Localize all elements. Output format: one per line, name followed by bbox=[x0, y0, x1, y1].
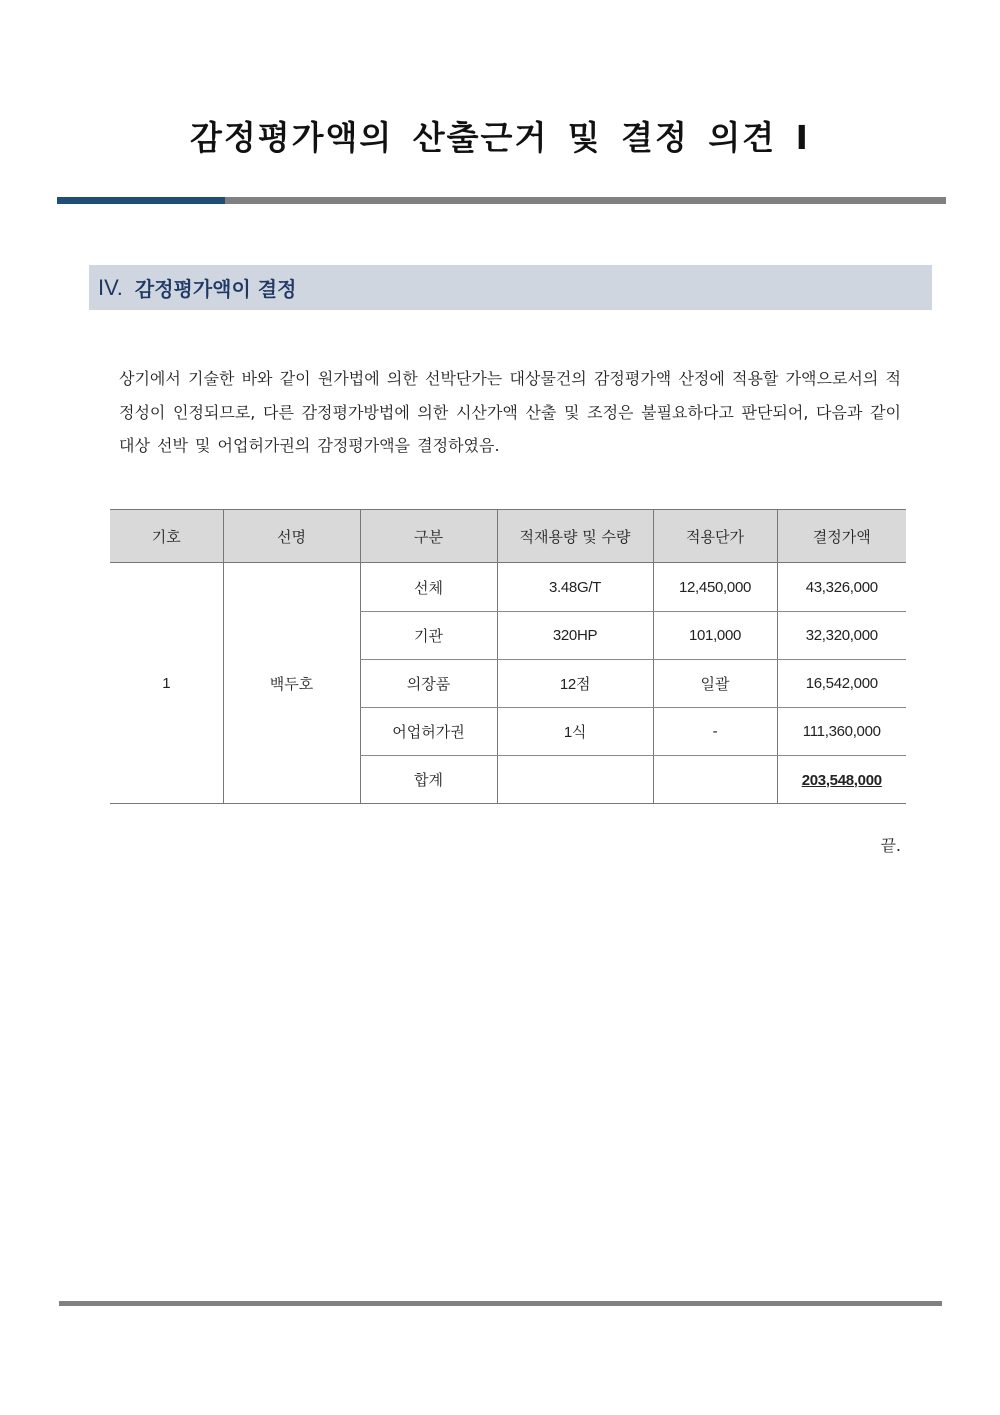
title-divider bbox=[57, 197, 946, 204]
category-cell: 의장품 bbox=[360, 660, 497, 708]
amount-cell: 43,326,000 bbox=[777, 563, 906, 612]
body-paragraph: 상기에서 기술한 바와 같이 원가법에 의한 선박단가는 대상물건의 감정평가액 산정에 적용할 가액으로서의 적정성이 인정되므로, 다른 감정평가방법에 의한 시산가액 산출 및 조정은 불필요하다고 판단되어, 다음과 같이 대상 선박 및 어업허가권의 감정평가액을 결정하였음. bbox=[119, 369, 901, 455]
amount-cell: 111,360,000 bbox=[777, 708, 906, 756]
header-cell: 적재용량 및 수량 bbox=[497, 510, 653, 563]
ship-name-cell: 백두호 bbox=[223, 563, 360, 804]
unit-price-cell: 일괄 bbox=[653, 660, 777, 708]
unit-price-cell: 12,450,000 bbox=[653, 563, 777, 612]
header-cell: 적용단가 bbox=[653, 510, 777, 563]
capacity-cell: 320HP bbox=[497, 612, 653, 660]
section-number: IV. bbox=[98, 274, 123, 300]
total-unit-price-cell bbox=[653, 756, 777, 804]
amount-cell: 16,542,000 bbox=[777, 660, 906, 708]
section-header bbox=[89, 265, 932, 310]
total-capacity-cell bbox=[497, 756, 653, 804]
total-amount-cell bbox=[777, 756, 906, 804]
section-title: 감정평가액이 결정 bbox=[134, 277, 297, 301]
category-cell: 선체 bbox=[360, 563, 497, 612]
table-header-row bbox=[110, 510, 906, 563]
capacity-cell: 3.48G/T bbox=[497, 563, 653, 612]
capacity-cell: 12점 bbox=[497, 660, 653, 708]
category-cell: 어업허가권 bbox=[360, 708, 497, 756]
symbol-cell: 1 bbox=[110, 563, 223, 804]
unit-price-cell: 101,000 bbox=[653, 612, 777, 660]
header-cell: 결정가액 bbox=[777, 510, 906, 563]
page-title: 감정평가액의 산출근거 및 결정 의견 I bbox=[190, 118, 810, 157]
amount-cell: 32,320,000 bbox=[777, 612, 906, 660]
category-cell: 기관 bbox=[360, 612, 497, 660]
title-divider-accent bbox=[57, 197, 225, 204]
table-row bbox=[110, 563, 906, 612]
header-cell: 기호 bbox=[110, 510, 223, 563]
footer-divider bbox=[59, 1301, 942, 1306]
capacity-cell: 1식 bbox=[497, 708, 653, 756]
header-cell: 선명 bbox=[223, 510, 360, 563]
total-label-cell: 합계 bbox=[360, 756, 497, 804]
header-cell: 구분 bbox=[360, 510, 497, 563]
unit-price-cell: - bbox=[653, 708, 777, 756]
total-amount-value: 203,548,000 bbox=[801, 771, 882, 789]
end-mark: 끝. bbox=[880, 836, 901, 855]
appraisal-table bbox=[110, 509, 906, 804]
title-divider-gray bbox=[225, 197, 946, 204]
